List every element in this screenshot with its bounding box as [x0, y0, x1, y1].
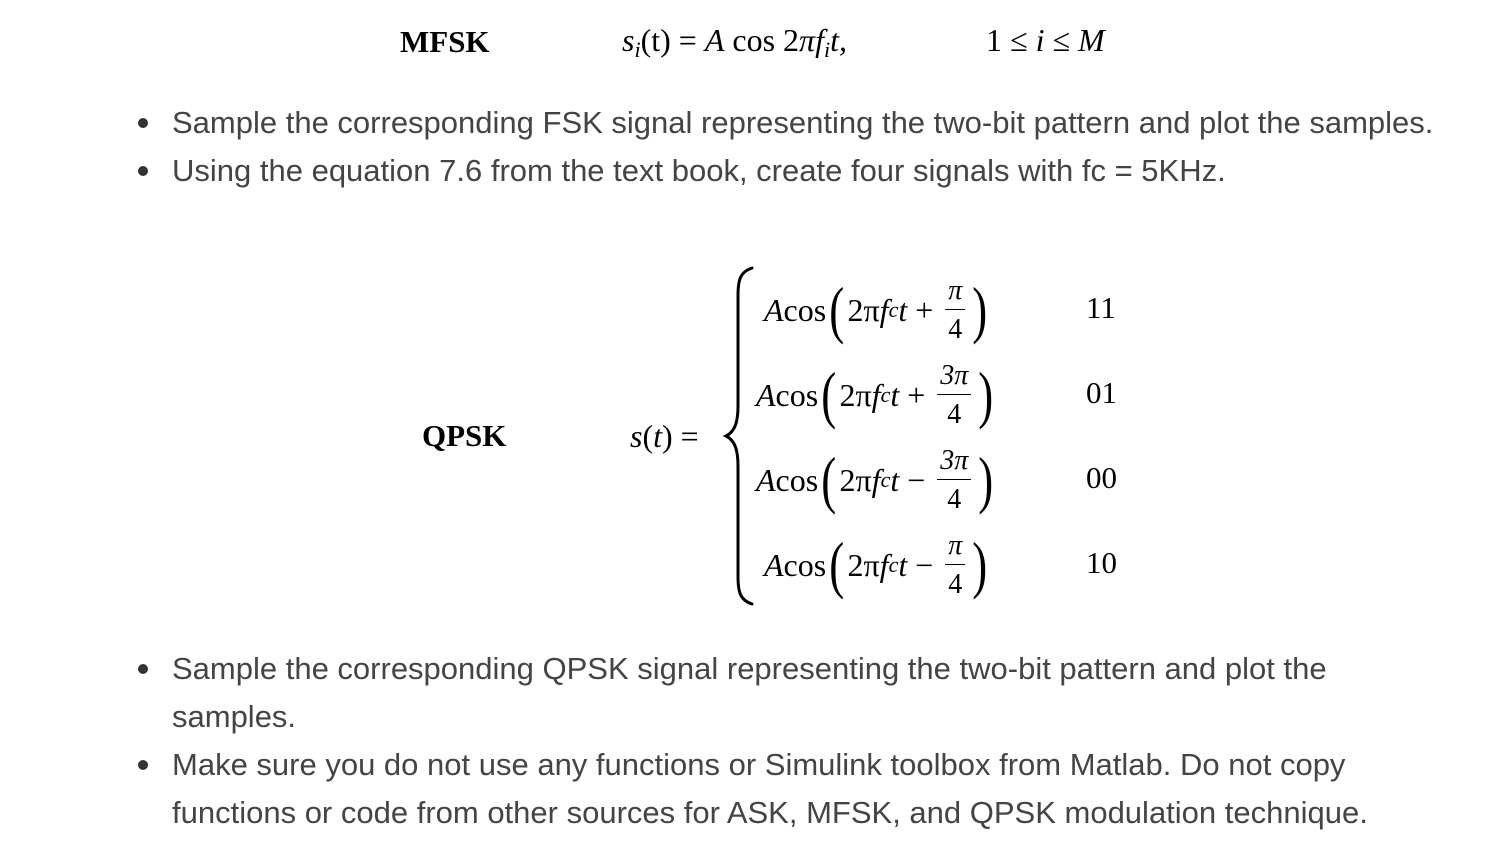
- mfsk-cos: cos 2: [724, 22, 800, 58]
- bullet-text: Sample the corresponding FSK signal representing the two-bit pattern and plot the samples.: [172, 105, 1434, 140]
- mfsk-t: t,: [830, 22, 847, 58]
- mfsk-A: A: [704, 22, 725, 58]
- mfsk-cond-1: 1 ≤: [986, 22, 1036, 58]
- bullet-item: [0, 99, 1506, 147]
- case-2pi: 2π: [847, 291, 880, 328]
- case-2pi: 2π: [839, 461, 872, 498]
- case-sub-c: c: [888, 297, 899, 322]
- mfsk-sub-i: i: [634, 37, 641, 62]
- case-fraction: [945, 529, 965, 600]
- case-cos: cos: [783, 291, 827, 328]
- case-open-paren: (: [829, 274, 845, 345]
- case-cos: cos: [775, 376, 819, 413]
- bullet-item: [0, 645, 1506, 741]
- case-A: A: [756, 461, 776, 498]
- case-close-paren: ): [978, 359, 994, 430]
- case-f: f: [871, 376, 881, 413]
- case-2pi: 2π: [839, 376, 872, 413]
- bullet-dot-icon: [138, 760, 148, 770]
- qpsk-case-row: [764, 525, 991, 605]
- bullet-text: Sample the corresponding QPSK signal representing the two-bit pattern and plot the samples.: [172, 651, 1327, 734]
- mfsk-cond-M: M: [1078, 22, 1105, 58]
- case-close-paren: ): [972, 274, 988, 345]
- qpsk-bits: 10: [1086, 545, 1117, 580]
- mfsk-sub-fi: i: [823, 37, 831, 62]
- bullet-text: Using the equation 7.6 from the text book, create four signals with fc = 5KHz.: [172, 153, 1226, 188]
- bullet-dot-icon: [138, 166, 148, 176]
- qpsk-lhs: [630, 418, 699, 455]
- mfsk-f: f: [815, 22, 824, 58]
- frac-den: 4: [948, 313, 963, 345]
- case-f: f: [879, 546, 889, 583]
- qpsk-lhs-open: (: [642, 418, 654, 454]
- qpsk-lhs-close: ) =: [662, 418, 699, 454]
- qpsk-case-row: [756, 355, 997, 435]
- case-close-paren: ): [972, 529, 988, 600]
- case-cos: cos: [775, 461, 819, 498]
- case-A: A: [756, 376, 776, 413]
- case-A: A: [764, 546, 784, 583]
- mfsk-equation: [622, 22, 847, 63]
- qpsk-lhs-s: s: [630, 418, 643, 454]
- qpsk-label: QPSK: [422, 418, 507, 453]
- qpsk-bits: 00: [1086, 460, 1117, 495]
- qpsk-bits: 01: [1086, 375, 1117, 410]
- mfsk-pi: π: [799, 22, 816, 58]
- case-A: A: [764, 291, 784, 328]
- frac-den: 4: [948, 568, 963, 600]
- bullet-list-bottom: [0, 645, 1506, 837]
- case-sub-c: c: [888, 552, 899, 577]
- qpsk-case-row: [756, 440, 997, 520]
- mfsk-condition: [986, 22, 1105, 59]
- frac-den: 4: [947, 398, 962, 430]
- bullet-dot-icon: [138, 664, 148, 674]
- mfsk-label: MFSK: [400, 24, 490, 59]
- case-t: t: [898, 546, 908, 583]
- mfsk-cond-le: ≤: [1044, 22, 1079, 58]
- mfsk-cond-i: i: [1035, 22, 1045, 58]
- case-sub-c: c: [880, 382, 891, 407]
- case-t: t: [890, 376, 900, 413]
- case-t: t: [898, 291, 908, 328]
- qpsk-case-row: [764, 270, 991, 350]
- case-f: f: [879, 291, 889, 328]
- case-open-paren: (: [821, 359, 837, 430]
- case-fraction: [945, 274, 965, 345]
- bullet-list-top: [0, 99, 1506, 195]
- case-op: −: [915, 546, 934, 583]
- bullet-text: Make sure you do not use any functions or Simulink toolbox from Matlab. Do not copy functions or code from other sources for ASK, MFSK, and QPSK modulation technique.: [172, 747, 1368, 830]
- bullet-item: [0, 741, 1506, 837]
- case-open-paren: (: [821, 444, 837, 515]
- case-2pi: 2π: [847, 546, 880, 583]
- frac-num: π: [945, 277, 965, 310]
- case-t: t: [890, 461, 900, 498]
- left-brace-icon: [722, 266, 758, 606]
- case-open-paren: (: [829, 529, 845, 600]
- frac-num: π: [945, 532, 965, 565]
- mfsk-s: s: [622, 22, 635, 58]
- frac-den: 4: [947, 483, 962, 515]
- case-f: f: [871, 461, 881, 498]
- case-op: −: [907, 461, 926, 498]
- case-op: +: [907, 376, 926, 413]
- bullet-item: [0, 147, 1506, 195]
- case-sub-c: c: [880, 467, 891, 492]
- case-cos: cos: [783, 546, 827, 583]
- frac-num: 3π: [937, 447, 971, 480]
- case-fraction: [937, 359, 971, 430]
- qpsk-lhs-t: t: [653, 418, 662, 454]
- case-op: +: [915, 291, 934, 328]
- case-close-paren: ): [978, 444, 994, 515]
- bullet-dot-icon: [138, 118, 148, 128]
- qpsk-bits: 11: [1086, 290, 1116, 325]
- case-fraction: [937, 444, 971, 515]
- frac-num: 3π: [937, 362, 971, 395]
- mfsk-lhs-rest: (t) =: [640, 22, 705, 58]
